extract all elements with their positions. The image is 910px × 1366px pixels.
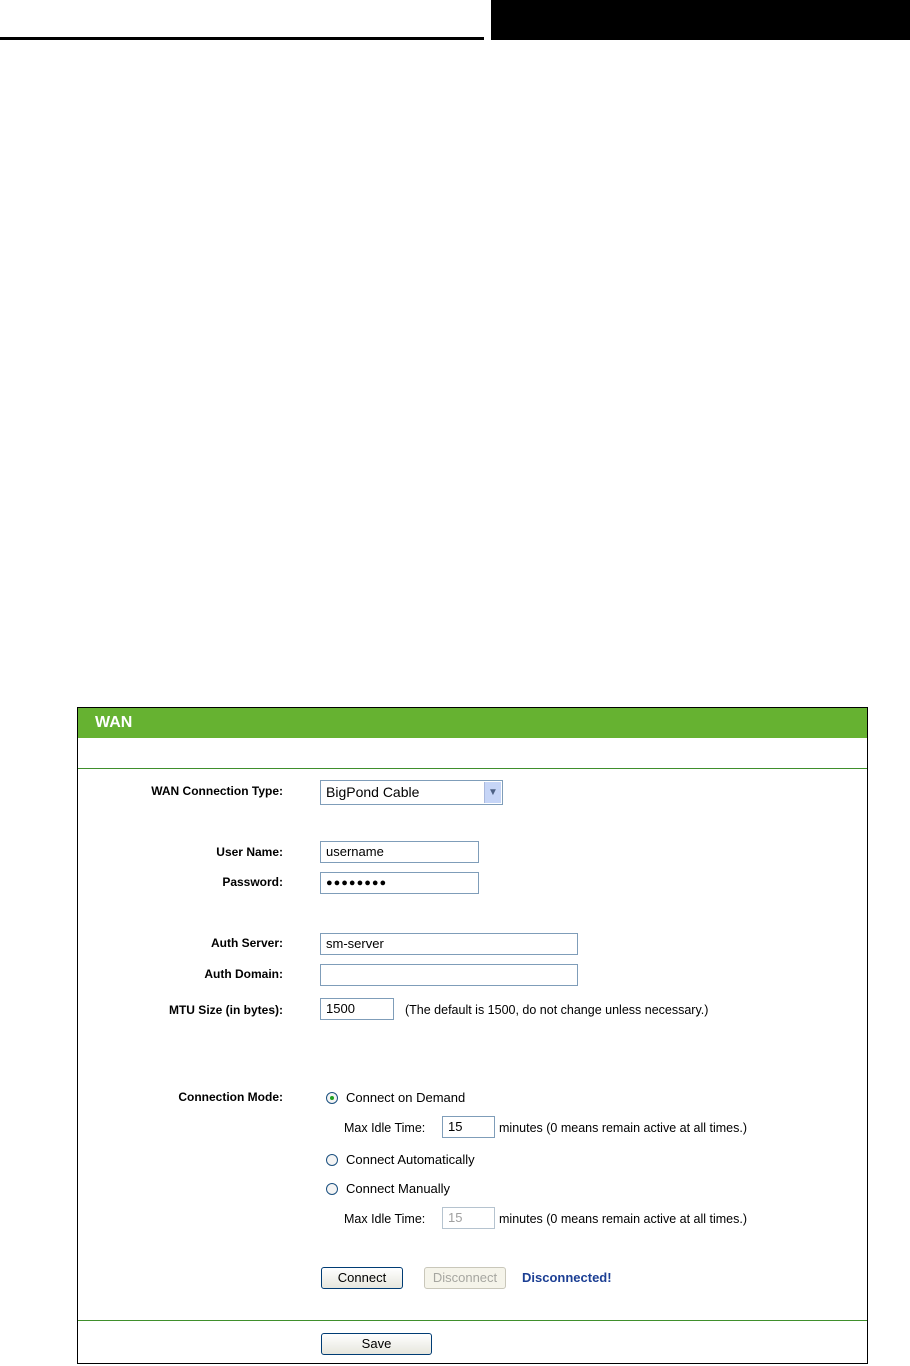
document-header — [0, 0, 910, 44]
chevron-down-icon[interactable]: ▼ — [484, 782, 501, 803]
auth-server-input[interactable]: sm-server — [320, 933, 578, 955]
connect-automatically-label: Connect Automatically — [346, 1152, 475, 1167]
radio-checked-icon[interactable] — [326, 1092, 338, 1104]
idle-time-note-demand: minutes (0 means remain active at all times.) — [499, 1121, 748, 1135]
status-text: Disconnected! — [522, 1270, 612, 1285]
connect-button[interactable]: Connect — [321, 1267, 403, 1289]
radio-connect-manually[interactable] — [326, 1181, 450, 1196]
bottom-divider — [78, 1320, 867, 1321]
password-input[interactable]: ●●●●●●●● — [320, 872, 479, 894]
radio-unchecked-icon[interactable] — [326, 1183, 338, 1195]
top-divider — [78, 768, 867, 769]
radio-connect-on-demand[interactable] — [326, 1090, 465, 1105]
idle-time-label-demand: Max Idle Time: — [344, 1121, 426, 1135]
radio-connect-automatically[interactable] — [326, 1152, 475, 1167]
radio-unchecked-icon[interactable] — [326, 1154, 338, 1166]
wan-panel — [77, 707, 868, 1364]
user-name-input[interactable]: username — [320, 841, 479, 863]
connection-type-label: WAN Connection Type: — [151, 784, 283, 798]
auth-server-label: Auth Server: — [210, 936, 283, 950]
mtu-label: MTU Size (in bytes): — [168, 1003, 283, 1017]
header-rule — [0, 37, 484, 40]
header-bar — [491, 0, 910, 40]
save-button[interactable]: Save — [321, 1333, 432, 1355]
idle-time-input-demand[interactable]: 15 — [442, 1116, 495, 1138]
connect-on-demand-label: Connect on Demand — [346, 1090, 466, 1105]
idle-time-note-manual: minutes (0 means remain active at all times.) — [499, 1212, 748, 1226]
panel-title: WAN — [78, 708, 867, 738]
idle-time-input-manual[interactable]: 15 — [442, 1207, 495, 1229]
connect-manually-label: Connect Manually — [346, 1181, 451, 1196]
auth-domain-label: Auth Domain: — [204, 967, 283, 981]
password-label: Password: — [222, 875, 283, 889]
mtu-input[interactable]: 1500 — [320, 998, 394, 1020]
connection-type-select[interactable] — [320, 780, 503, 805]
connection-mode-label: Connection Mode: — [178, 1090, 283, 1104]
disconnect-button[interactable]: Disconnect — [424, 1267, 506, 1289]
auth-domain-input[interactable] — [320, 964, 578, 986]
connection-type-value: BigPond Cable — [326, 784, 420, 800]
user-name-label: User Name: — [216, 845, 283, 859]
idle-time-label-manual: Max Idle Time: — [344, 1212, 426, 1226]
mtu-note: (The default is 1500, do not change unless necessary.) — [405, 1003, 709, 1017]
